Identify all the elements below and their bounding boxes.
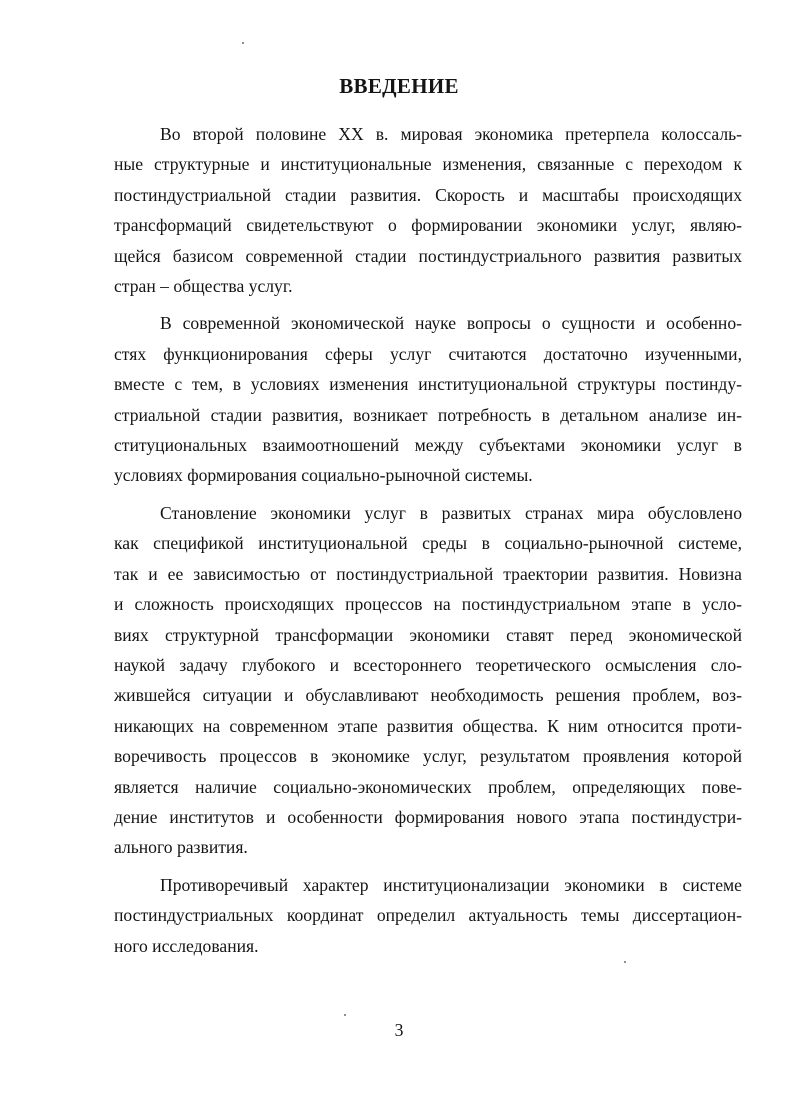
text-line: виях структурной трансформации экономики ставят перед экономической [114, 624, 742, 645]
scan-speck [344, 1014, 346, 1016]
text-line: воречивость процессов в экономике услуг, результатом проявления которой [114, 746, 742, 767]
text-line: ституциональных взаимоотношений между субъектами экономики услуг в [114, 435, 742, 456]
text-line: никающих на современном этапе развития общества. К ним относится проти- [114, 715, 742, 736]
text-line: стях функционирования сферы услуг считаются достаточно изученными, [114, 343, 742, 364]
text-line: В современной экономической науке вопросы о сущности и особенно- [160, 313, 742, 334]
text-line: как спецификой институциональной среды в социально-рыночной системе, [114, 533, 742, 554]
text-line: вместе с тем, в условиях изменения институциональной структуры постинду- [114, 374, 742, 395]
text-line: дение институтов и особенности формирования нового этапа постиндустри- [114, 806, 742, 827]
text-line: наукой задачу глубокого и всестороннего теоретического осмысления сло- [114, 654, 742, 675]
text-line: является наличие социально-экономических проблем, определяющих пове- [114, 776, 742, 797]
body-text [114, 119, 742, 968]
text-line: стран – общества услуг. [114, 276, 293, 297]
page-number: 3 [394, 1020, 404, 1040]
text-line: и сложность происходящих процессов на постиндустриальном этапе в усло- [114, 594, 742, 615]
text-line: Во второй половине XX в. мировая экономика претерпела колоссаль- [160, 124, 742, 144]
text-line: постиндустриальных координат определил актуальность темы диссертацион- [114, 905, 742, 926]
text-line: постиндустриальной стадии развития. Скорость и масштабы происходящих [114, 184, 742, 205]
scan-speck [242, 42, 244, 44]
paragraph-2 [114, 308, 742, 490]
text-line: щейся базисом современной стадии постиндустриального развития развитых [114, 245, 742, 266]
text-line: ные структурные и институциональные изменения, связанные с переходом к [114, 154, 742, 175]
paragraph-4 [114, 870, 742, 961]
text-line: стриальной стадии развития, возникает потребность в детальном анализе ин- [114, 404, 742, 425]
text-line: Становление экономики услуг в развитых странах мира обусловлено [160, 502, 742, 523]
page-title: ВВЕДЕНИЕ [339, 74, 459, 98]
text-line: трансформаций свидетельствуют о формировании экономики услуг, являю- [114, 215, 742, 236]
text-line: Противоречивый характер институционализации экономики в системе [160, 874, 742, 895]
paragraph-3 [114, 498, 742, 863]
paragraph-1 [114, 119, 742, 301]
text-line: условиях формирования социально-рыночной системы. [114, 465, 533, 486]
text-line: ального развития. [114, 837, 248, 858]
text-line: ного исследования. [114, 935, 259, 956]
text-line: так и ее зависимостью от постиндустриальной траектории развития. Новизна [114, 563, 742, 584]
text-line: жившейся ситуации и обуславливают необходимость решения проблем, воз- [114, 685, 742, 706]
